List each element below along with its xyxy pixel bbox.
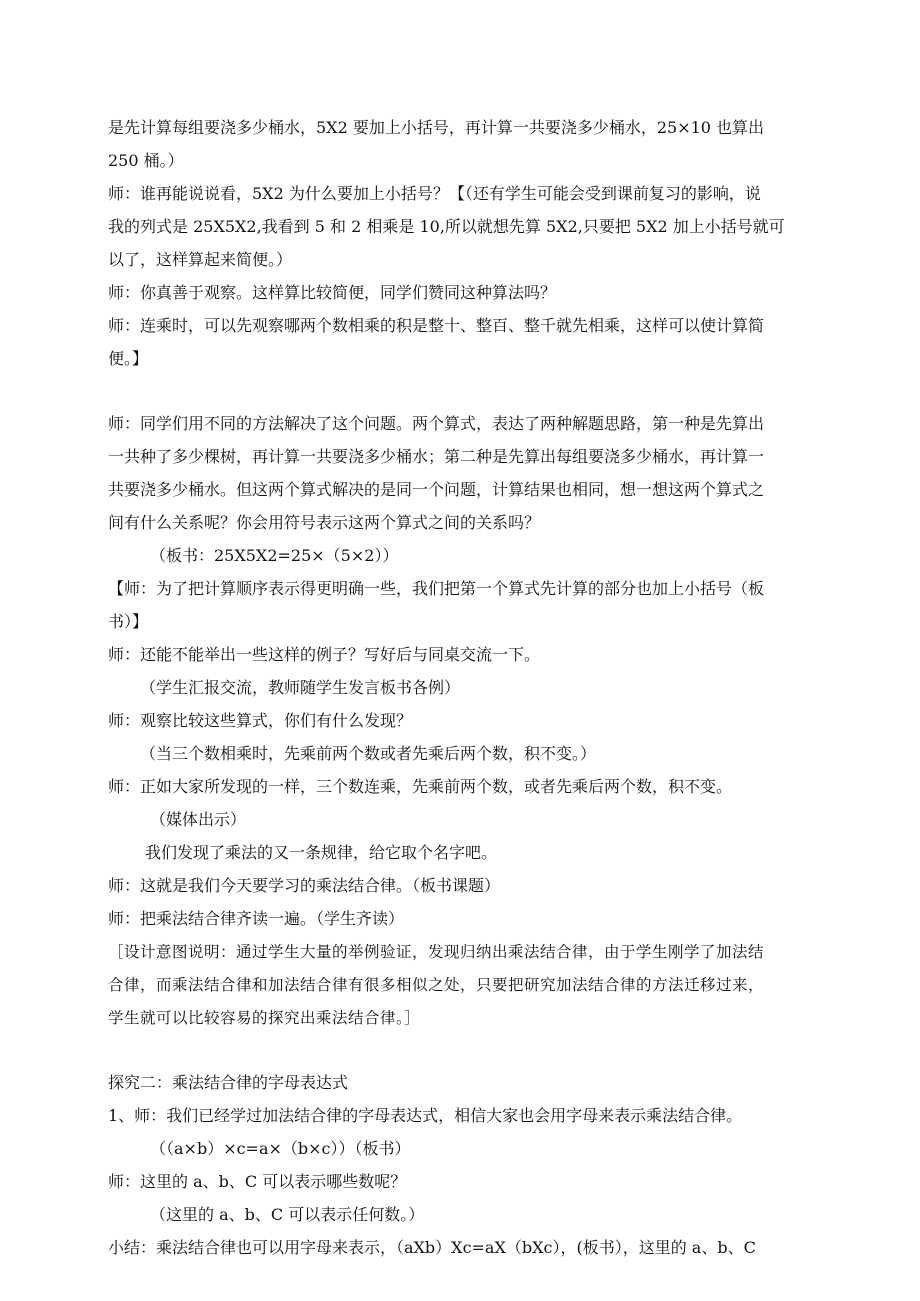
text-line: 间有什么关系呢？你会用符号表示这两个算式之间的关系吗？ (108, 513, 541, 532)
text-line: 1、师：我们已经学过加法结合律的字母表达式，相信大家也会用字母来表示乘法结合律。 (108, 1106, 743, 1125)
design-note-line: ［设计意图说明：通过学生大量的举例验证，发现归纳出乘法结合律，由于学生刚学了加法结 (108, 943, 765, 961)
text-line: 一共种了多少棵树，再计算一共要浇多少桶水；第二种是先算出每组要浇多少桶水，再计算一 (108, 447, 765, 466)
text-line: 我们发现了乘法的又一条规律，给它取个名字吧。 (145, 843, 498, 862)
text-line: 是先计算每组要浇多少桶水，5X2 要加上小括号，再计算一共要浇多少桶水，25×10 也算出 (108, 118, 765, 137)
text-line: 师：把乘法结合律齐读一遍。（学生齐读） (108, 909, 405, 928)
text-line: 师：这里的 a、b、C 可以表示哪些数呢？ (108, 1172, 407, 1191)
text-line: 师：同学们用不同的方法解决了这个问题。两个算式，表达了两种解题思路，第一种是先算出 (108, 414, 765, 433)
text-line: 书）】 (108, 612, 149, 631)
text-line: 师：这就是我们今天要学习的乘法结合律。（板书课题） (108, 876, 501, 895)
board-note: （板书：25X5X2=25×（5×2）） (150, 546, 399, 565)
text-line: 便。】 (108, 349, 149, 368)
board-note: （（a×b）×c=a×（b×c））（板书） (150, 1139, 411, 1158)
text-line: 我的列式是 25X5X2,我看到 5 和 2 相乘是 10,所以就想先算 5X2,只要把 5X2 加上小括号就可 (108, 217, 785, 236)
text-line: 250 桶。） (108, 151, 184, 170)
design-note-line: 合律，而乘法结合律和加法结合律有很多相似之处，只要把研究加法结合律的方法迁移过来， (108, 976, 765, 994)
text-line: 小结：乘法结合律也可以用字母来表示，（aXb）Xc=aX（bXc），(板书），这里的 a、b、C (108, 1238, 756, 1257)
text-line: （当三个数相乘时，先乘前两个数或者先乘后两个数，积不变。） (140, 744, 597, 763)
text-line: （媒体出示） (150, 810, 247, 829)
text-line: 师：还能不能举出一些这样的例子？写好后与同桌交流一下。 (108, 645, 541, 664)
text-line: 师：连乘时，可以先观察哪两个数相乘的积是整十、整百、整千就先相乘，这样可以使计算简 (108, 316, 765, 335)
text-line: 以了，这样算起来简便。） (108, 250, 293, 269)
section-heading: 探究二：乘法结合律的字母表达式 (108, 1073, 349, 1092)
design-note-line: 学生就可以比较容易的探究出乘法结合律。］ (108, 1009, 421, 1027)
text-line: 师：观察比较这些算式，你们有什么发现？ (108, 711, 413, 730)
text-line: 师：你真善于观察。这样算比较简便，同学们赞同这种算法吗？ (108, 283, 557, 302)
text-line: 师：谁再能说说看，5X2 为什么要加上小括号？【（还有学生可能会受到课前复习的影响，说 (108, 184, 761, 203)
text-line: 共要浇多少桶水。但这两个算式解决的是同一个问题，计算结果也相同，想一想这两个算式之 (108, 480, 765, 499)
text-line: （这里的 a、b、C 可以表示任何数。） (150, 1205, 425, 1224)
text-line: （学生汇报交流，教师随学生发言板书各例） (140, 678, 461, 697)
text-line: 师：正如大家所发现的一样，三个数连乘，先乘前两个数，或者先乘后两个数，积不变。 (108, 777, 733, 796)
text-line: 【师：为了把计算顺序表示得更明确一些，我们把第一个算式先计算的部分也加上小括号（板 (108, 579, 765, 598)
